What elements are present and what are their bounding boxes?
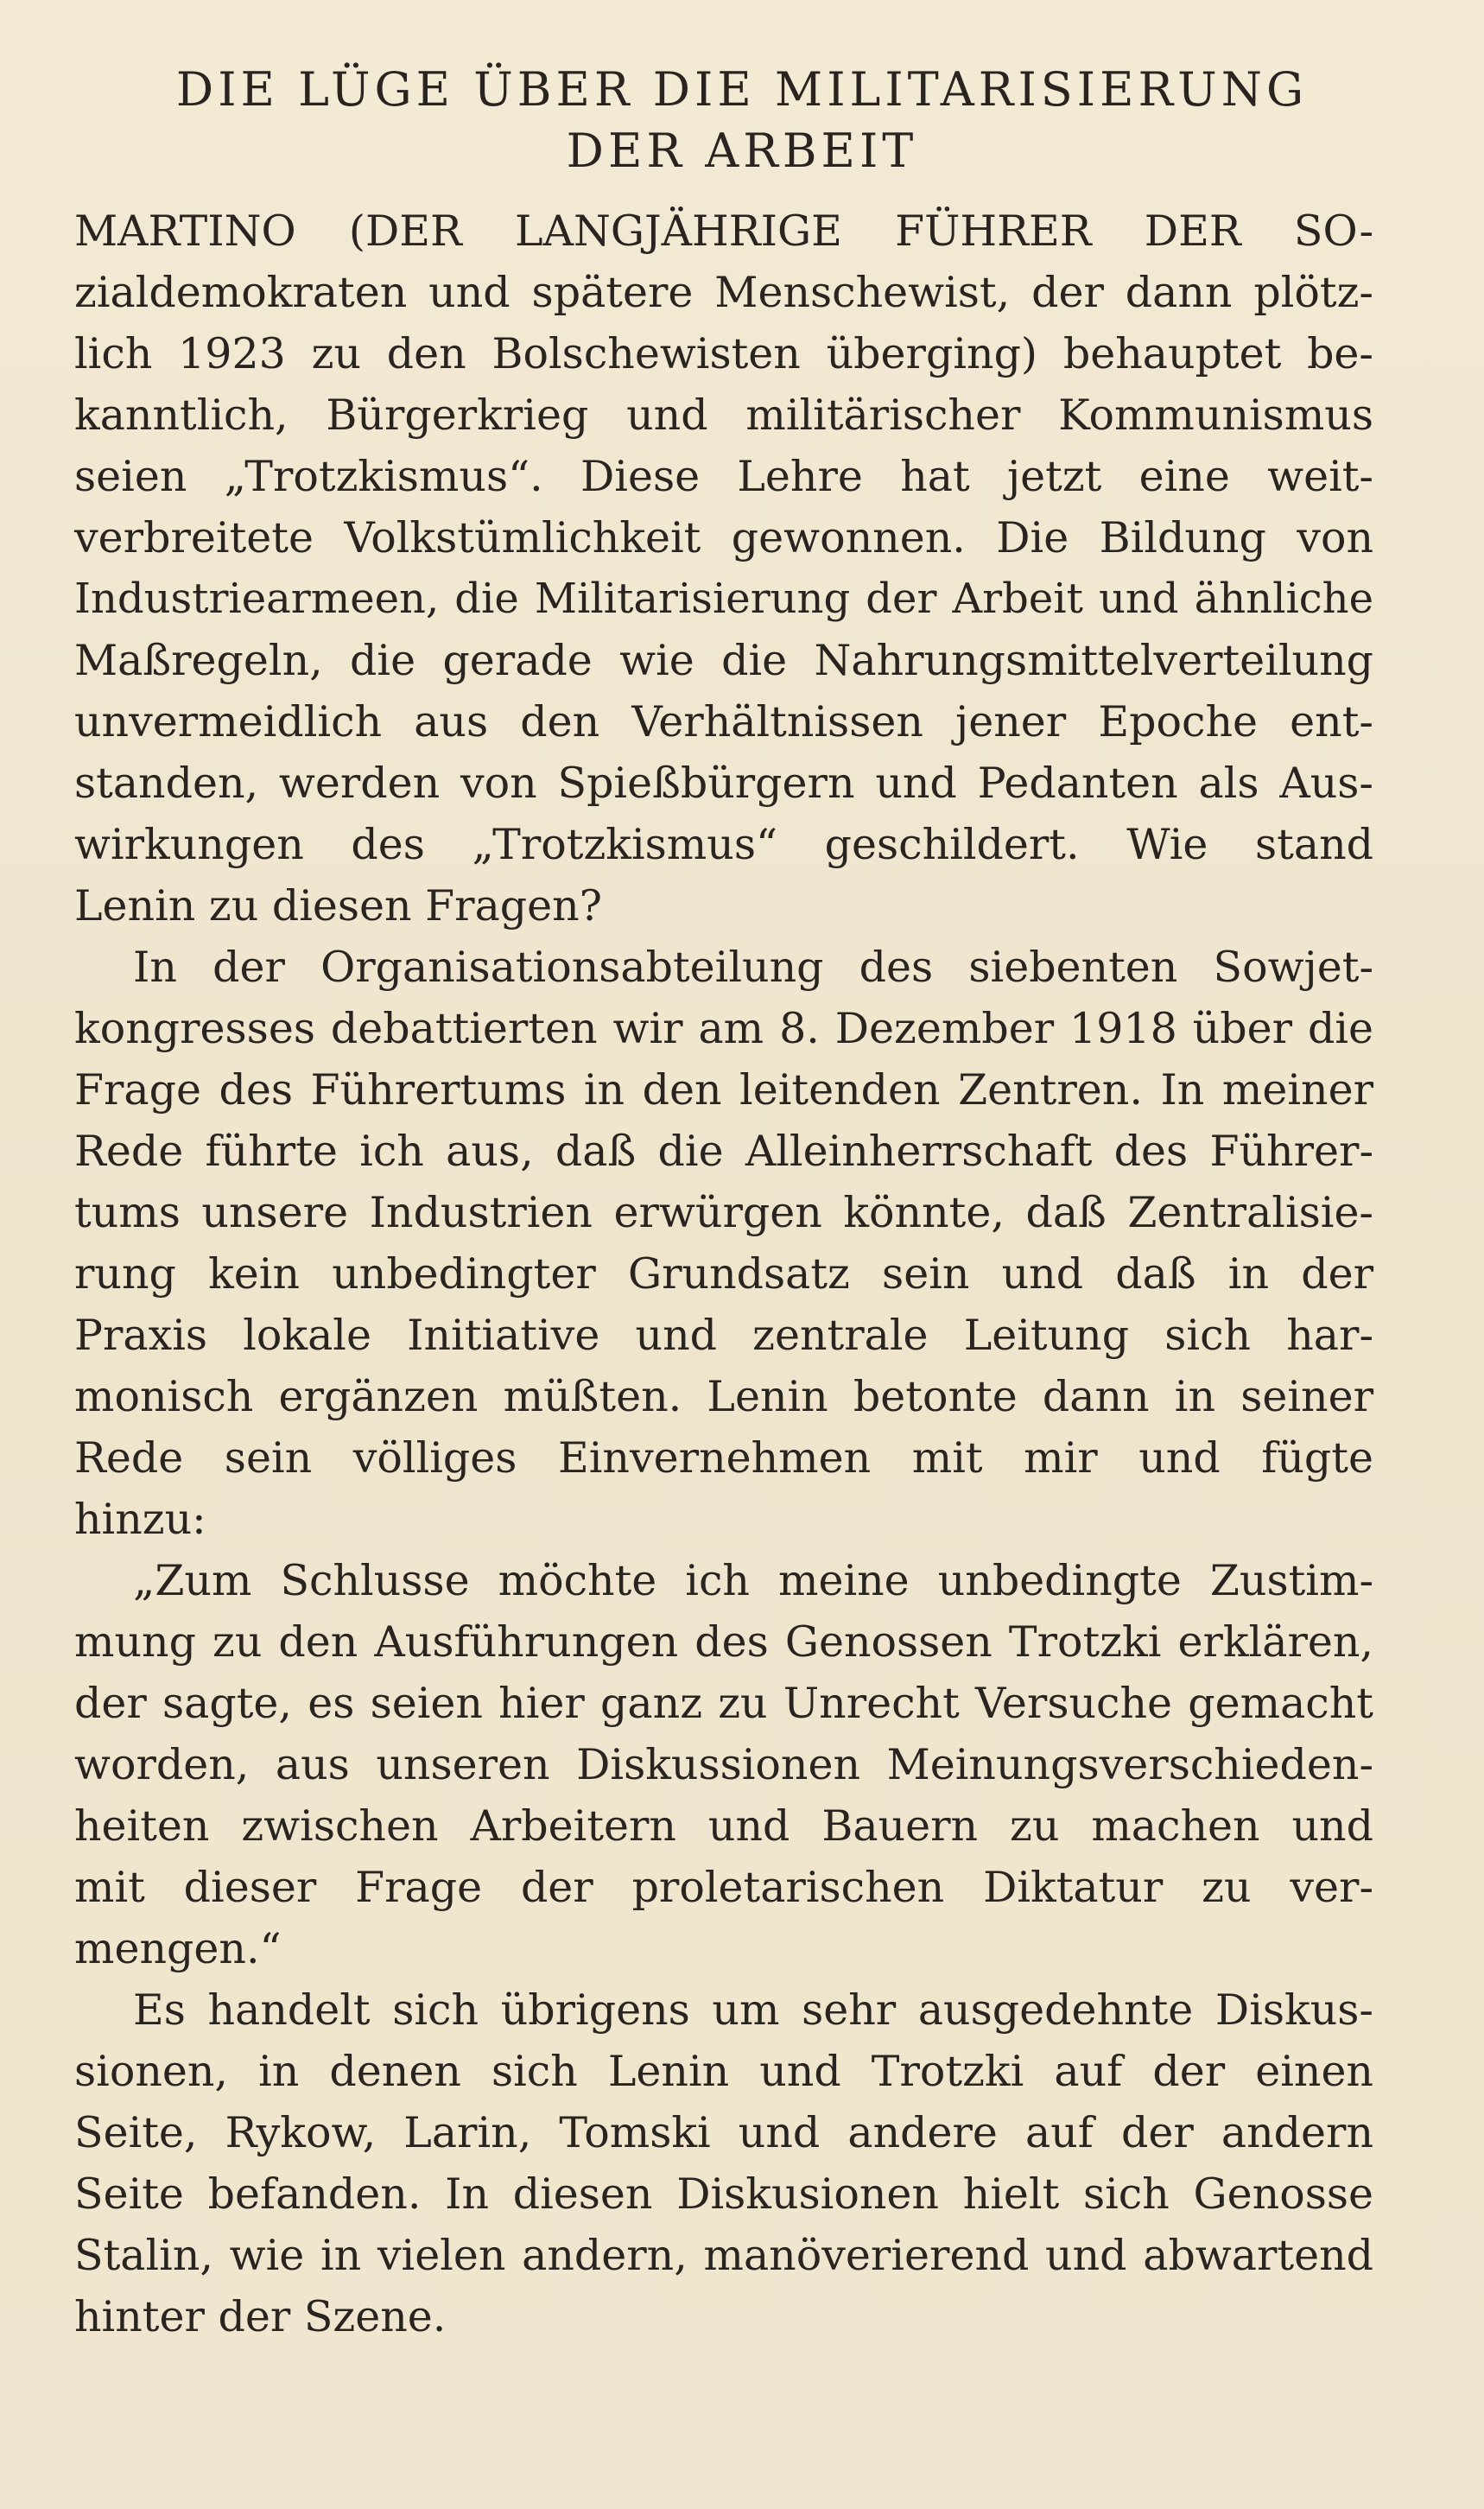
text-line: tums unsere Industrien erwürgen könnte, daß Zentralisie- xyxy=(74,1188,1373,1237)
text-line: Rede führte ich aus, daß die Alleinherrschaft des Führer- xyxy=(74,1127,1373,1176)
body-text xyxy=(74,200,1373,2347)
text-line: Maßregeln, die gerade wie die Nahrungsmittelverteilung xyxy=(74,636,1373,685)
text-line: MARTINO (DER LANGJÄHRIGE FÜHRER DER SO- xyxy=(74,206,1373,256)
text-line: Stalin, wie in vielen andern, manöverierend und abwartend xyxy=(74,2231,1373,2280)
text-line: Praxis lokale Initiative und zentrale Leitung sich har- xyxy=(74,1311,1373,1360)
chapter-title-line-2: DER ARBEIT xyxy=(566,124,918,178)
text-line: zialdemokraten und spätere Menschewist, der dann plötz- xyxy=(74,268,1373,317)
text-line: monisch ergänzen müßten. Lenin betonte dann in seiner xyxy=(74,1372,1373,1421)
text-line: heiten zwischen Arbeitern und Bauern zu machen und xyxy=(74,1801,1373,1851)
text-line: Rede sein völliges Einvernehmen mit mir und fügte xyxy=(74,1433,1373,1483)
text-line: standen, werden von Spießbürgern und Pedanten als Aus- xyxy=(74,759,1373,808)
chapter-title-line-1: DIE LÜGE ÜBER DIE MILITARISIERUNG xyxy=(175,62,1309,117)
text-line: lich 1923 zu den Bolschewisten überging) behauptet be- xyxy=(74,329,1373,378)
text-line: Frage des Führertums in den leitenden Zentren. In meiner xyxy=(74,1065,1373,1115)
text-line: hinter der Szene. xyxy=(74,2292,447,2341)
paragraph xyxy=(74,200,1373,937)
text-line: Es handelt sich übrigens um sehr ausgedehnte Diskus- xyxy=(133,1985,1373,2035)
text-line: mung zu den Ausführungen des Genossen Trotzki erklären, xyxy=(74,1617,1373,1667)
paragraph xyxy=(74,937,1373,1550)
text-line: wirkungen des „Trotzkismus“ geschildert. Wie stand xyxy=(74,820,1373,869)
text-line: Lenin zu diesen Fragen? xyxy=(74,881,602,931)
paragraph xyxy=(74,1550,1373,1979)
text-line: kanntlich, Bürgerkrieg und militärischer Kommunismus xyxy=(74,391,1373,440)
text-line: mengen.“ xyxy=(74,1924,282,1973)
text-line: Seite, Rykow, Larin, Tomski und andere auf der andern xyxy=(74,2108,1373,2157)
text-line: „Zum Schlusse möchte ich meine unbedingte Zustim- xyxy=(133,1556,1373,1605)
text-line: worden, aus unseren Diskussionen Meinungsverschieden- xyxy=(74,1740,1373,1789)
text-line: kongresses debattierten wir am 8. Dezember 1918 über die xyxy=(74,1004,1373,1053)
text-line: seien „Trotzkismus“. Diese Lehre hat jetzt eine weit- xyxy=(74,452,1373,501)
text-line: hinzu: xyxy=(74,1495,206,1544)
text-line: Seite befanden. In diesen Diskusionen hielt sich Genosse xyxy=(74,2169,1373,2219)
text-line: In der Organisationsabteilung des siebenten Sowjet- xyxy=(133,943,1373,992)
text-line: der sagte, es seien hier ganz zu Unrecht Versuche gemacht xyxy=(74,1679,1373,1728)
text-line: sionen, in denen sich Lenin und Trotzki auf der einen xyxy=(74,2047,1373,2096)
text-line: verbreitete Volkstümlichkeit gewonnen. Die Bildung von xyxy=(74,513,1373,562)
text-line: rung kein unbedingter Grundsatz sein und daß in der xyxy=(74,1249,1373,1299)
text-line: unvermeidlich aus den Verhältnissen jener Epoche ent- xyxy=(74,697,1373,746)
paragraph xyxy=(74,1979,1373,2347)
text-line: Industriearmeen, die Militarisierung der Arbeit und ähnliche xyxy=(74,575,1373,623)
text-line: mit dieser Frage der proletarischen Diktatur zu ver- xyxy=(74,1863,1373,1912)
